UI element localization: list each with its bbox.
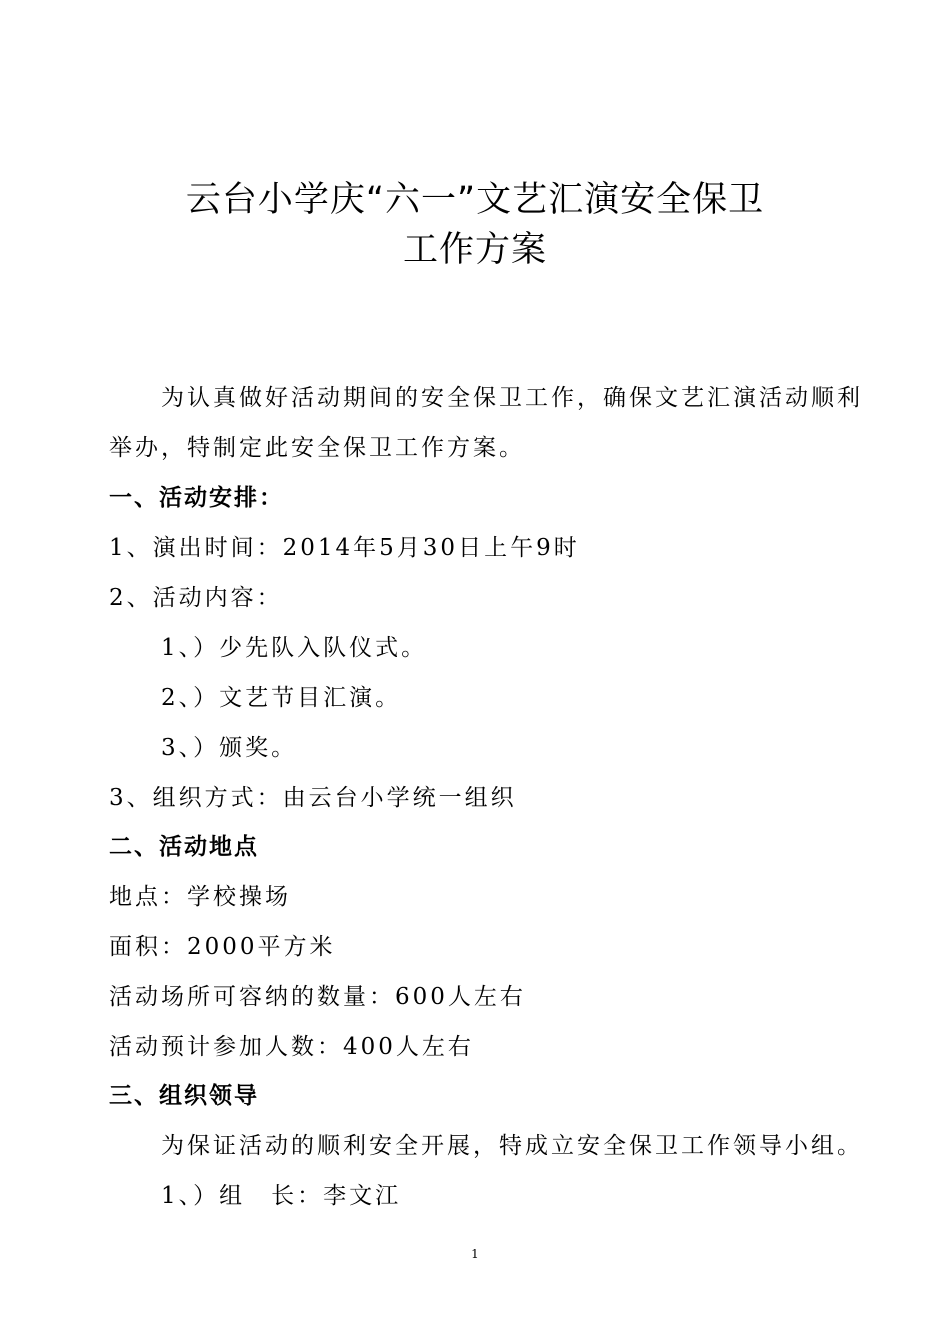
activity-content-item: 2、活动内容：	[109, 585, 283, 611]
location-line: 地点：学校操场	[109, 884, 291, 910]
activity-content-subitem-1: 1、）少先队入队仪式。	[161, 635, 428, 661]
capacity-line: 活动场所可容纳的数量：600人左右	[109, 984, 526, 1010]
activity-content-subitem-2: 2、）文艺节目汇演。	[161, 685, 402, 711]
activity-content-subitem-3: 3、）颁奖。	[161, 735, 298, 761]
document-title-line-2: 工作方案	[402, 230, 547, 270]
leader-line: 1、）组 长：李文江	[161, 1183, 402, 1209]
performance-time-item: 1、演出时间：2014年5月30日上午9时	[109, 535, 580, 561]
intro-paragraph-line-2: 举办，特制定此安全保卫工作方案。	[109, 435, 525, 461]
intro-paragraph-line-1: 为认真做好活动期间的安全保卫工作，确保文艺汇演活动顺利	[161, 385, 863, 411]
document-title-line-1: 云台小学庆“六一”文艺汇演安全保卫	[185, 180, 765, 220]
section-heading-organization-leadership: 三、组织领导	[109, 1082, 259, 1109]
page-number: 1	[471, 1247, 479, 1261]
section-heading-activity-location: 二、活动地点	[109, 833, 259, 860]
leadership-intro-line: 为保证活动的顺利安全开展，特成立安全保卫工作领导小组。	[161, 1133, 863, 1159]
area-line: 面积：2000平方米	[109, 934, 336, 960]
attendance-line: 活动预计参加人数：400人左右	[109, 1034, 474, 1060]
organization-method-item: 3、组织方式：由云台小学统一组织	[109, 785, 517, 811]
section-heading-activity-arrangement: 一、活动安排：	[109, 484, 284, 511]
